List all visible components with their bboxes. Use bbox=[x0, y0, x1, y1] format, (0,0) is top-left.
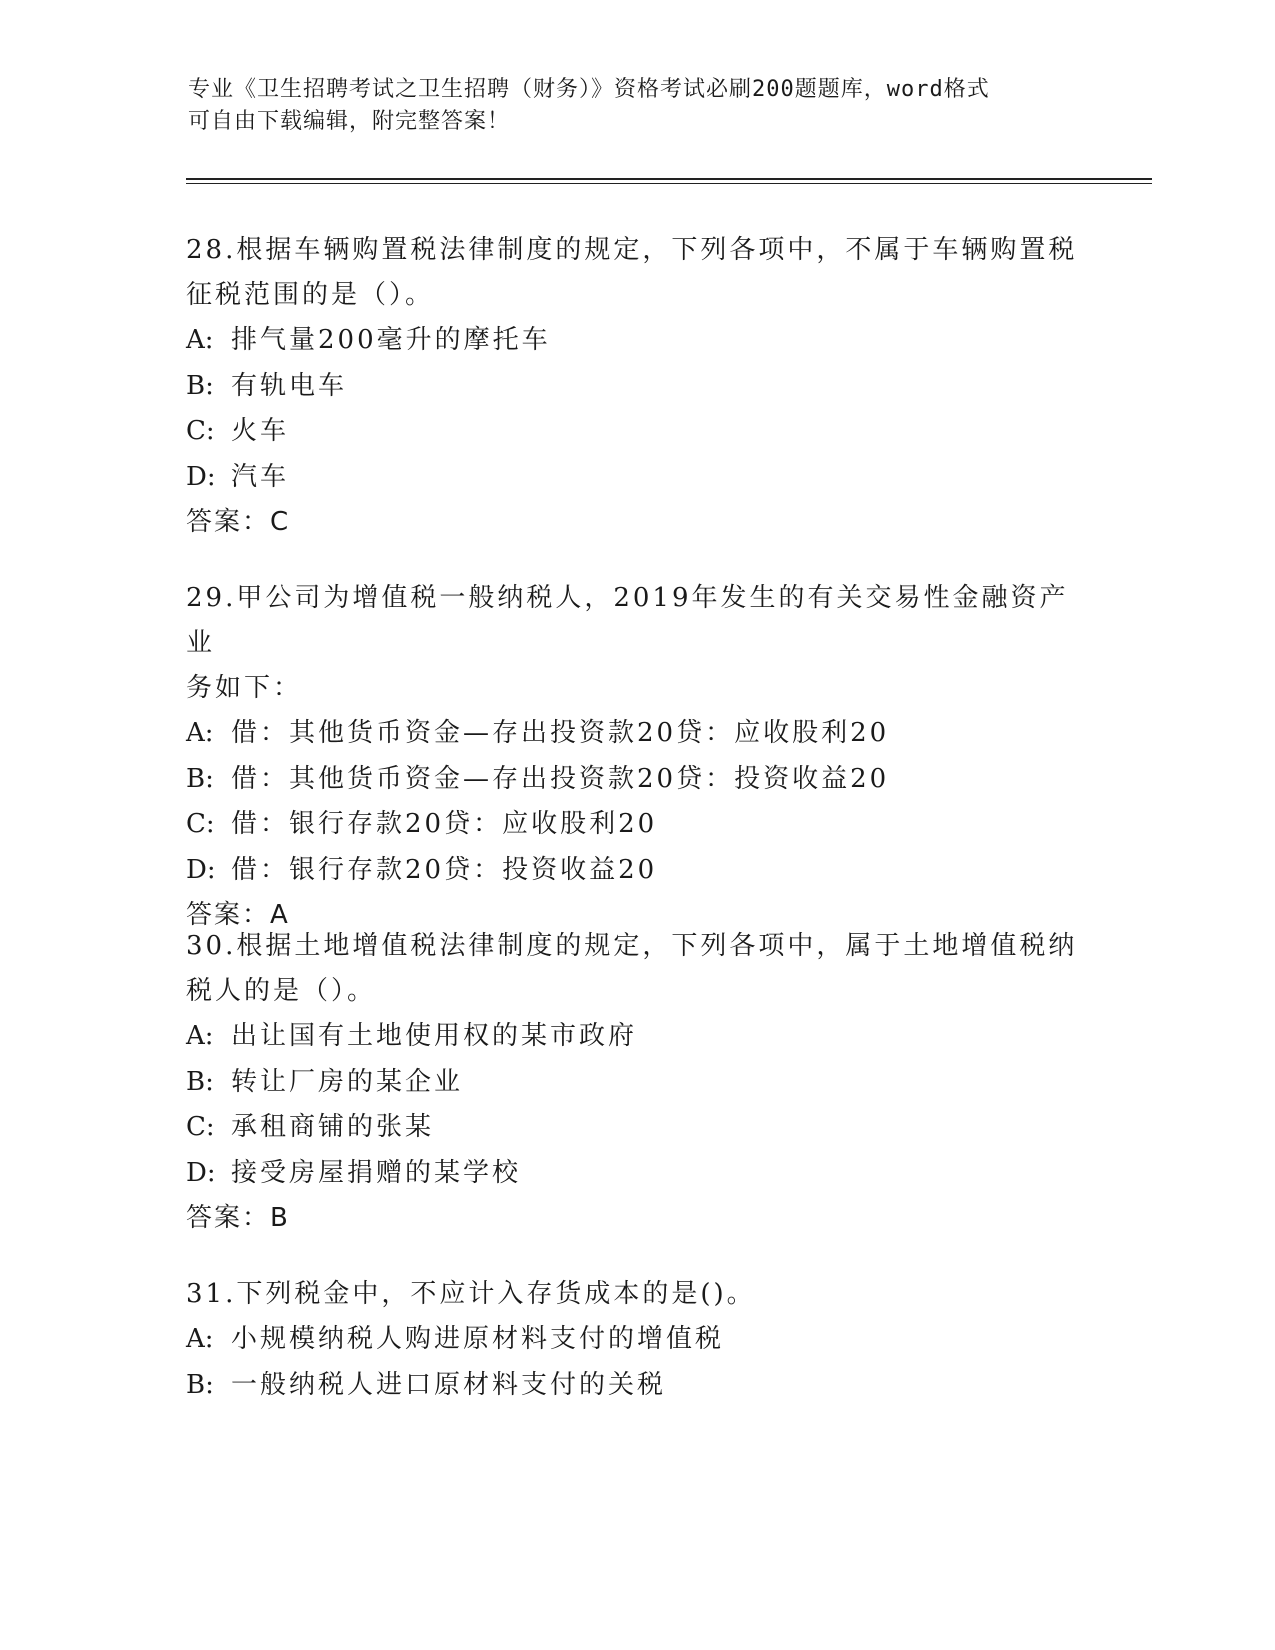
option-text: 接受房屋捐赠的某学校 bbox=[231, 1157, 522, 1188]
question-30 bbox=[186, 924, 1086, 1241]
option-text: 借：其他货币资金—存出投资款20贷：投资收益20 bbox=[231, 763, 890, 794]
answer-line: 答案：C bbox=[186, 507, 291, 537]
answer-line: 答案：B bbox=[186, 1203, 290, 1233]
option-text: 火车 bbox=[231, 416, 290, 446]
option-text: 借：银行存款20贷：投资收益20 bbox=[231, 854, 658, 885]
option-a bbox=[186, 1317, 1086, 1363]
option-letter: A: bbox=[186, 718, 214, 748]
question-stem-line-1: 28.根据车辆购置税法律制度的规定，下列各项中，不属于车辆购置税 bbox=[186, 235, 1078, 265]
question-28 bbox=[186, 228, 1086, 545]
option-text: 承租商铺的张某 bbox=[231, 1112, 435, 1142]
option-letter: D: bbox=[186, 461, 216, 492]
option-letter: D: bbox=[186, 854, 216, 885]
option-letter: B: bbox=[186, 1369, 214, 1400]
option-text: 排气量200毫升的摩托车 bbox=[231, 325, 551, 355]
option-text: 小规模纳税人购进原材料支付的增值税 bbox=[231, 1324, 725, 1354]
question-stem-line-1: 29.甲公司为增值税一般纳税人，2019年发生的有关交易性金融资产业 bbox=[186, 583, 1069, 658]
option-a bbox=[186, 318, 1086, 364]
option-b bbox=[186, 364, 1086, 410]
question-stem-line-1: 30.根据土地增值税法律制度的规定，下列各项中，属于土地增值税纳 bbox=[186, 931, 1078, 961]
question-stem bbox=[186, 576, 1086, 711]
option-text: 转让厂房的某企业 bbox=[231, 1066, 464, 1097]
header-title-line-1: 专业《卫生招聘考试之卫生招聘（财务）》资格考试必刷200题题库，word格式 bbox=[188, 77, 990, 102]
question-stem bbox=[186, 924, 1086, 1014]
option-text: 汽车 bbox=[231, 461, 290, 492]
option-b bbox=[186, 757, 1086, 803]
option-c bbox=[186, 1105, 1086, 1151]
option-letter: A: bbox=[186, 1021, 214, 1051]
option-letter: B: bbox=[186, 763, 214, 794]
option-b bbox=[186, 1060, 1086, 1106]
option-text: 借：其他货币资金—存出投资款20贷：应收股利20 bbox=[231, 718, 890, 748]
option-letter: B: bbox=[186, 370, 214, 401]
option-letter: C: bbox=[186, 809, 215, 839]
option-a bbox=[186, 711, 1086, 757]
option-text: 一般纳税人进口原材料支付的关税 bbox=[231, 1369, 667, 1400]
option-d bbox=[186, 455, 1086, 501]
question-stem-line-2: 务如下： bbox=[186, 673, 303, 703]
question-stem-line-2: 征税范围的是（）。 bbox=[186, 280, 435, 310]
option-c bbox=[186, 802, 1086, 848]
option-text: 有轨电车 bbox=[231, 370, 348, 401]
document-header bbox=[188, 74, 1068, 138]
question-stem bbox=[186, 228, 1086, 318]
header-divider bbox=[186, 178, 1152, 184]
option-a bbox=[186, 1014, 1086, 1060]
option-d bbox=[186, 1151, 1086, 1197]
option-letter: A: bbox=[186, 1324, 214, 1354]
question-31 bbox=[186, 1272, 1086, 1408]
answer-line: 答案：A bbox=[186, 900, 290, 930]
option-letter: A: bbox=[186, 325, 214, 355]
question-stem bbox=[186, 1272, 1086, 1317]
option-letter: C: bbox=[186, 1112, 215, 1142]
question-stem-line-1: 31.下列税金中，不应计入存货成本的是()。 bbox=[186, 1279, 756, 1309]
option-text: 借：银行存款20贷：应收股利20 bbox=[231, 809, 658, 839]
option-text: 出让国有土地使用权的某市政府 bbox=[231, 1021, 638, 1051]
option-letter: B: bbox=[186, 1066, 214, 1097]
option-c bbox=[186, 409, 1086, 455]
option-letter: D: bbox=[186, 1157, 216, 1188]
option-d bbox=[186, 848, 1086, 894]
option-letter: C: bbox=[186, 416, 215, 446]
header-title-line-2: 可自由下载编辑，附完整答案！ bbox=[188, 109, 511, 134]
question-29 bbox=[186, 576, 1086, 938]
question-stem-line-2: 税人的是（）。 bbox=[186, 976, 377, 1006]
option-b bbox=[186, 1363, 1086, 1409]
